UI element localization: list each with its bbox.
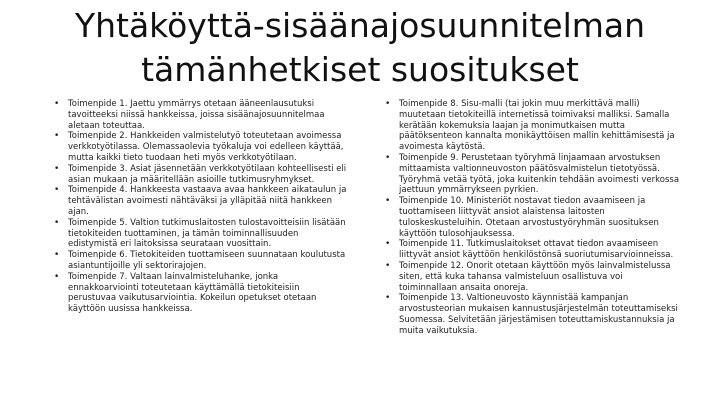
bullet-icon: • [54,185,60,196]
list-item [383,196,683,239]
list-item [383,261,683,293]
list-item [52,185,348,217]
measure-text: Toimenpide 2. Hankkeiden valmistelutyö toteutetaan avoimessa verkkotyötilassa. Olemassaolevia työkaluja voi edelleen käyttää, mutta kaikki tieto tuodaan heti myös verkkotyötilaan. [68,131,344,163]
bullet-icon: • [385,99,391,109]
measure-text: Toimenpide 12. Onorit otetaan käyttöön myös lainvalmistelussa siten, että kuka tahansa valmisteluun osallistuva voi toiminnallaan ansaita onoreja. [399,260,671,293]
list-item [52,164,348,186]
bullet-icon: • [385,293,391,304]
list-item [52,250,348,272]
measure-text: Toimenpide 11. Tutkimuslaitokset ottavat tiedon avaamiseen liittyvät ansiot käyttöön henkilöstönsä suoriutumisarvioinneissa. [399,239,674,261]
bullet-icon: • [54,99,60,109]
list-item [52,131,348,163]
list-item [383,239,683,261]
list-item [52,272,348,315]
bullet-icon: • [54,250,60,261]
slide-title-line-1: Yhtäköyttä-sisäänajosuunnitelman [74,6,646,45]
left-bullet-list [52,99,348,315]
list-item [52,99,348,131]
bullet-icon: • [54,163,60,174]
measure-text: Toimenpide 10. Ministeriöt nostavat tiedon avaamiseen ja tuottamiseen liittyvät ansiot alaistensa laitosten tuloskeskusteluihin. Otetaan arvostustyöryhmän suosituksen käyttöön tulosohjauksessa. [399,196,659,239]
measure-text: Toimenpide 6. Tietokiteiden tuottamiseen suunnataan koulutusta asiantuntijoille yli sektorirajojen. [68,250,346,271]
measure-text: Toimenpide 1. Jaettu ymmärrys otetaan ääneenlausutuksi tavoitteeksi niissä hankkeissa, joissa sisäänajosuunnitelmaa aletaan toteuttaa. [68,99,325,131]
slide-title-line-2: tämänhetkiset suositukset [141,50,579,89]
right-bullet-list [383,99,683,337]
measure-text: Toimenpide 8. Sisu-malli (tai jokin muu merkittävä malli) muutetaan tietokiteillä internetissä toimivaksi malliksi. Samalla kerätään kokemuksia laajan ja monimutkaisen mutta päätöksenteon kannalta monikäyttöisen mallin kehittämisestä ja avoimesta käytöstä. [399,99,675,153]
measure-text: Toimenpide 7. Valtaan lainvalmisteluhanke, jonka ennakkoarviointi toteutetaan käyttämällä tietokiteisiin perustuvaa vaikutusarviointia. Kokeilun opetukset otetaan käyttöön uusissa hankkeissa. [68,271,317,315]
bullet-icon: • [54,217,60,228]
list-item [383,293,683,336]
measure-text: Toimenpide 3. Asiat jäsennetään verkkotyötilaan kohteellisesti eli asian mukaan ja määritellään asioille tutkimusryhmykset. [68,163,347,185]
measure-text: Toimenpide 5. Valtion tutkimuslaitosten tulostavoitteisiin lisätään tietokiteiden tuottaminen, ja tämän toiminnallisuuden edistymistä eri laitoksissa seurataan vuosittain. [68,217,346,250]
bullet-icon: • [385,152,391,163]
bullet-icon: • [54,131,60,142]
bullet-icon: • [385,196,391,207]
list-item [383,99,683,153]
bullet-icon: • [385,260,391,271]
bullet-icon: • [54,271,60,282]
measure-text: Toimenpide 13. Valtioneuvosto käynnistää kampanjan arvostusteorian mukaisen kannustusjärjestelmän toteuttamiseksi Suomessa. Selvitetään järjestämisen toteuttamiskustannuksia ja muita vaikutuksia. [399,293,678,336]
list-item [383,153,683,196]
list-item [52,218,348,250]
bullet-icon: • [385,239,391,250]
slide-title [40,4,680,92]
measure-text: Toimenpide 4. Hankkeesta vastaava avaa hankkeen aikataulun ja tehtävälistan avoimesti nähtäväksi ja ylläpitää niitä hankkeen ajan. [68,185,347,217]
measure-text: Toimenpide 9. Perustetaan työryhmä linjaamaan arvostuksen mittaamista valtionneuvoston päätösvalmistelun tietotyössä. Työryhmä vetää työtä, joka kuitenkin tehdään avoimesti verkossa jaettuun ymmärrykseen pyrkien. [399,152,680,196]
